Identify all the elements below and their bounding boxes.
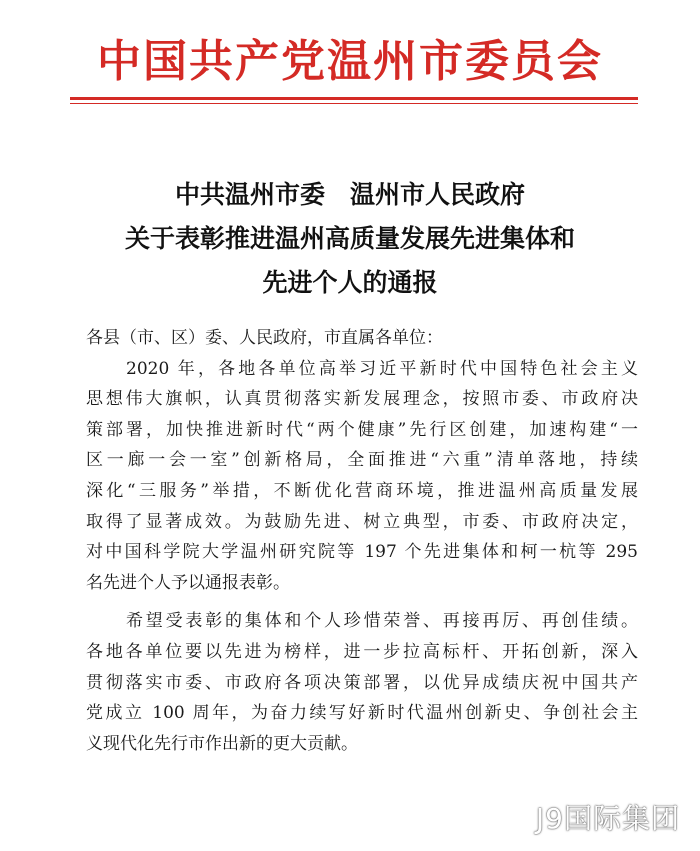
paragraph-line: 取得了显著成效。为鼓励先进、树立典型，市委、市政府决定， [86, 511, 638, 532]
paragraph-line: 义现代化先行市作出新的更大贡献。 [86, 733, 358, 754]
paragraph-line: 各地各单位要以先进为榜样，进一步拉高标杆、开拓创新，深入 [86, 641, 638, 662]
title-line: 先进个人的通报 [262, 268, 438, 297]
paragraph-line: 2020 年，各地各单位高举习近平新时代中国特色社会主义 [126, 358, 638, 379]
paragraph-line: 名先进个人予以通报表彰。 [86, 572, 290, 593]
paragraph-line: 深化“三服务”举措，不断优化营商环境，推进温州高质量发展 [86, 480, 638, 501]
watermark-logo: J9国际集团 [535, 802, 680, 835]
paragraph-line: 贯彻落实市委、市政府各项决策部署，以优异成绩庆祝中国共产 [86, 672, 638, 693]
paragraph-1 [86, 354, 638, 599]
paragraph-line: 策部署，加快推进新时代“两个健康”先行区创建，加速构建“一 [86, 419, 638, 440]
paragraph-line: 希望受表彰的集体和个人珍惜荣誉、再接再厉、再创佳绩。 [126, 611, 638, 632]
paragraph-line: 党成立 100 周年，为奋力续写好新时代温州创新史、争创社会主 [86, 703, 638, 724]
document-body [86, 323, 638, 759]
title-line: 关于表彰推进温州高质量发展先进集体和 [124, 224, 575, 253]
paragraph-line: 思想伟大旗帜，认真贯彻落实新发展理念，按照市委、市政府决 [86, 389, 638, 410]
document-title [0, 173, 700, 305]
paragraph-line: 区一廊一会一室”创新格局，全面推进“六重”清单落地，持续 [86, 450, 638, 471]
masthead-rule-thin [70, 103, 638, 104]
title-line: 中共温州市委 温州市人民政府 [174, 180, 525, 209]
salutation: 各县（市、区）委、人民政府，市直属各单位： [86, 328, 443, 348]
paragraph-gap [86, 598, 638, 606]
masthead-rule-thick [70, 97, 638, 100]
paragraph-line: 对中国科学院大学温州研究院等 197 个先进集体和柯一杭等 295 [86, 542, 638, 563]
paragraph-2 [86, 606, 638, 759]
masthead-title: 中国共产党温州市委员会 [97, 36, 603, 87]
